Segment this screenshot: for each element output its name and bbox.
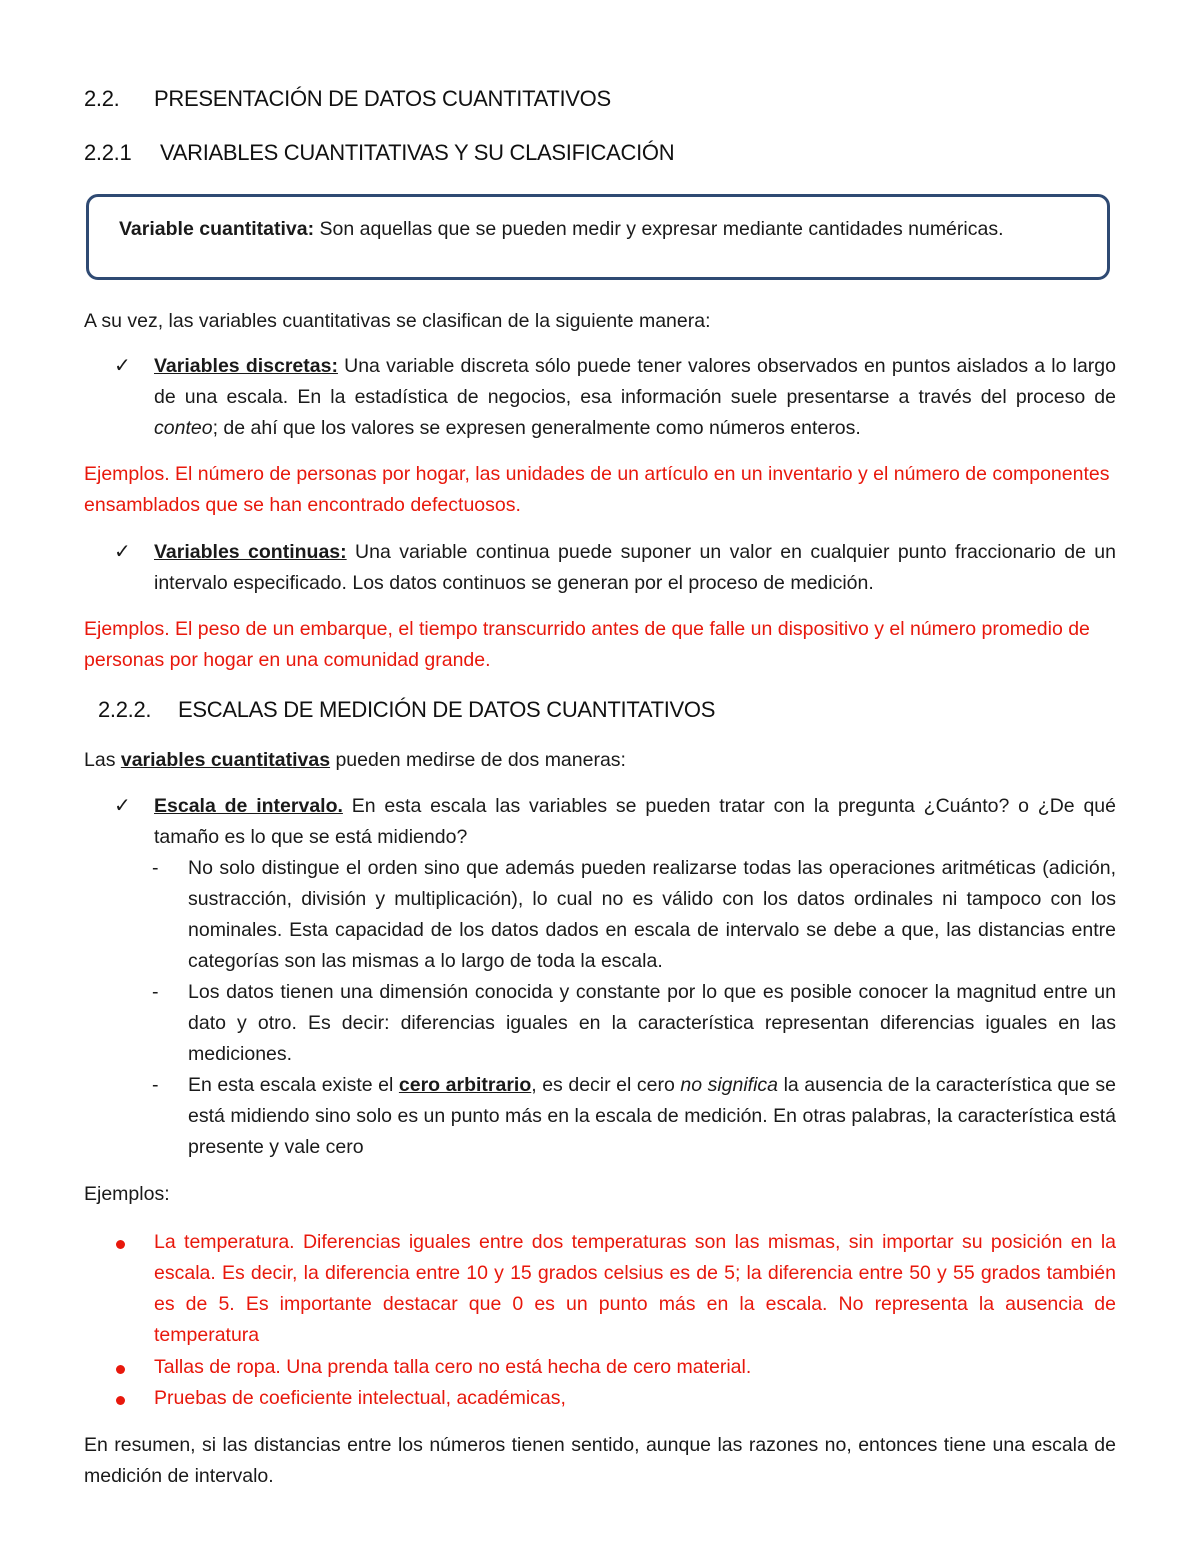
discretas-term: Variables discretas: <box>154 355 338 377</box>
intervalo-term: Escala de intervalo. <box>154 795 343 817</box>
definition-box <box>86 194 1110 280</box>
dash-item-1 <box>152 853 1116 977</box>
dash-3-d: la ausencia de la característica que se está midiendo sino solo es un punto más en la escala de medición. En otras palabras, la característica está presente y vale cero <box>188 1074 1116 1158</box>
heading-text: ESCALAS DE MEDICIÓN DE DATOS CUANTITATIVOS <box>178 697 716 722</box>
bullet-item-2 <box>112 1352 1116 1383</box>
heading-text: VARIABLES CUANTITATIVAS Y SU CLASIFICACIÓN <box>160 140 675 165</box>
intervalo-text <box>154 791 1116 853</box>
intervalo-body: En esta escala las variables se pueden tratar con la pregunta ¿Cuánto? o ¿De qué tamaño es lo que se está midiendo? <box>154 795 1116 848</box>
definition-term: Variable cuantitativa: <box>119 218 315 240</box>
bullet-dot-icon <box>116 1365 125 1374</box>
escalas-intro-a: Las <box>84 749 121 771</box>
dash-mark: - <box>152 1074 159 1096</box>
escalas-intro-c: pueden medirse de dos maneras: <box>330 749 626 771</box>
example-continuas: Ejemplos. El peso de un embarque, el tiempo transcurrido antes de que falle un dispositivo y el número promedio de personas por hogar en una comunidad grande. <box>84 618 1090 671</box>
heading-2-2 <box>84 86 611 112</box>
bullet-item-1 <box>112 1227 1116 1351</box>
continuas-text <box>154 537 1116 599</box>
escalas-intro <box>84 745 1116 776</box>
bullet-dot-icon <box>116 1240 125 1249</box>
dash-mark: - <box>152 857 159 879</box>
bullet-item-2-text: Tallas de ropa. Una prenda talla cero no está hecha de cero material. <box>154 1356 752 1378</box>
resumen-paragraph: En resumen, si las distancias entre los números tienen sentido, aunque las razones no, entonces tiene una escala de medición de intervalo. <box>84 1434 1116 1487</box>
bullet-item-3 <box>112 1383 1116 1414</box>
dash-mark: - <box>152 981 159 1003</box>
discretas-body-a: Una variable discreta sólo puede tener valores observados en puntos aislados a lo largo de una escala. En la estadística de negocios, esa información suele presentarse a través del proceso de <box>154 355 1116 408</box>
heading-number: 2.2.2. <box>98 697 152 722</box>
discretas-emphasis: conteo <box>154 417 213 439</box>
continuas-term: Variables continuas: <box>154 541 347 563</box>
bullet-item-3-text: Pruebas de coeficiente intelectual, académicas, <box>154 1387 566 1409</box>
discretas-body-b: ; de ahí que los valores se expresen generalmente como números enteros. <box>212 417 861 439</box>
heading-2-2-2 <box>98 697 715 723</box>
bullet-item-1-text: La temperatura. Diferencias iguales entre dos temperaturas son las mismas, sin importar su posición en la escala. Es decir, la diferencia entre 10 y 15 grados celsius es de 5; la diferencia entre 50 y 55 grados también es de 5. Es importante destacar que 0 es un punto más en la escala. No representa la ausencia de temperatura <box>154 1231 1116 1346</box>
heading-number: 2.2. <box>84 86 120 111</box>
definition-body: Son aquellas que se pueden medir y expresar mediante cantidades numéricas. <box>314 218 1004 240</box>
check-icon: ✓ <box>114 541 131 563</box>
dash-item-2 <box>152 977 1116 1070</box>
dash-3-c: , es decir el cero <box>531 1074 681 1096</box>
dash-item-2-text: Los datos tienen una dimensión conocida y constante por lo que es posible conocer la magnitud entre un dato y otro. Es decir: diferencias iguales en la característica representan diferencias iguales en las mediciones. <box>188 981 1116 1065</box>
discretas-text <box>154 351 1116 444</box>
bullet-dot-icon <box>116 1396 125 1405</box>
intro-paragraph: A su vez, las variables cuantitativas se clasifican de la siguiente manera: <box>84 310 711 332</box>
continuas-body: Una variable continua puede suponer un valor en cualquier punto fraccionario de un intervalo especificado. Los datos continuos se generan por el proceso de medición. <box>154 541 1116 594</box>
list-item-discretas <box>114 351 1116 444</box>
list-item-intervalo <box>114 791 1116 853</box>
example-discretas: Ejemplos. El número de personas por hogar, las unidades de un artículo en un inventario y el número de componentes ensamblados que se han encontrado defectuosos. <box>84 463 1110 516</box>
dash-3-a: En esta escala existe el <box>188 1074 399 1096</box>
dash-3-emphasis: no significa <box>680 1074 779 1096</box>
dash-3-term: cero arbitrario <box>398 1074 532 1096</box>
escalas-intro-term: variables cuantitativas <box>120 749 331 771</box>
dash-item-1-text: No solo distingue el orden sino que además pueden realizarse todas las operaciones aritméticas (adición, sustracción, división y multiplicación), lo cual no es válido con los datos ordinales ni tampoco con los nominales. Esta capacidad de los datos dados en escala de intervalo se debe a que, las distancias entre categorías son las mismas a lo largo de toda la escala. <box>188 857 1116 972</box>
dash-item-3-text <box>188 1070 1116 1163</box>
definition-text <box>119 213 1079 245</box>
ejemplos-label: Ejemplos: <box>84 1183 170 1205</box>
check-icon: ✓ <box>114 355 131 377</box>
heading-2-2-1 <box>84 140 674 166</box>
check-icon: ✓ <box>114 795 131 817</box>
dash-item-3 <box>152 1070 1116 1163</box>
heading-number: 2.2.1 <box>84 140 132 165</box>
heading-text: PRESENTACIÓN DE DATOS CUANTITATIVOS <box>154 86 611 111</box>
list-item-continuas <box>114 537 1116 599</box>
